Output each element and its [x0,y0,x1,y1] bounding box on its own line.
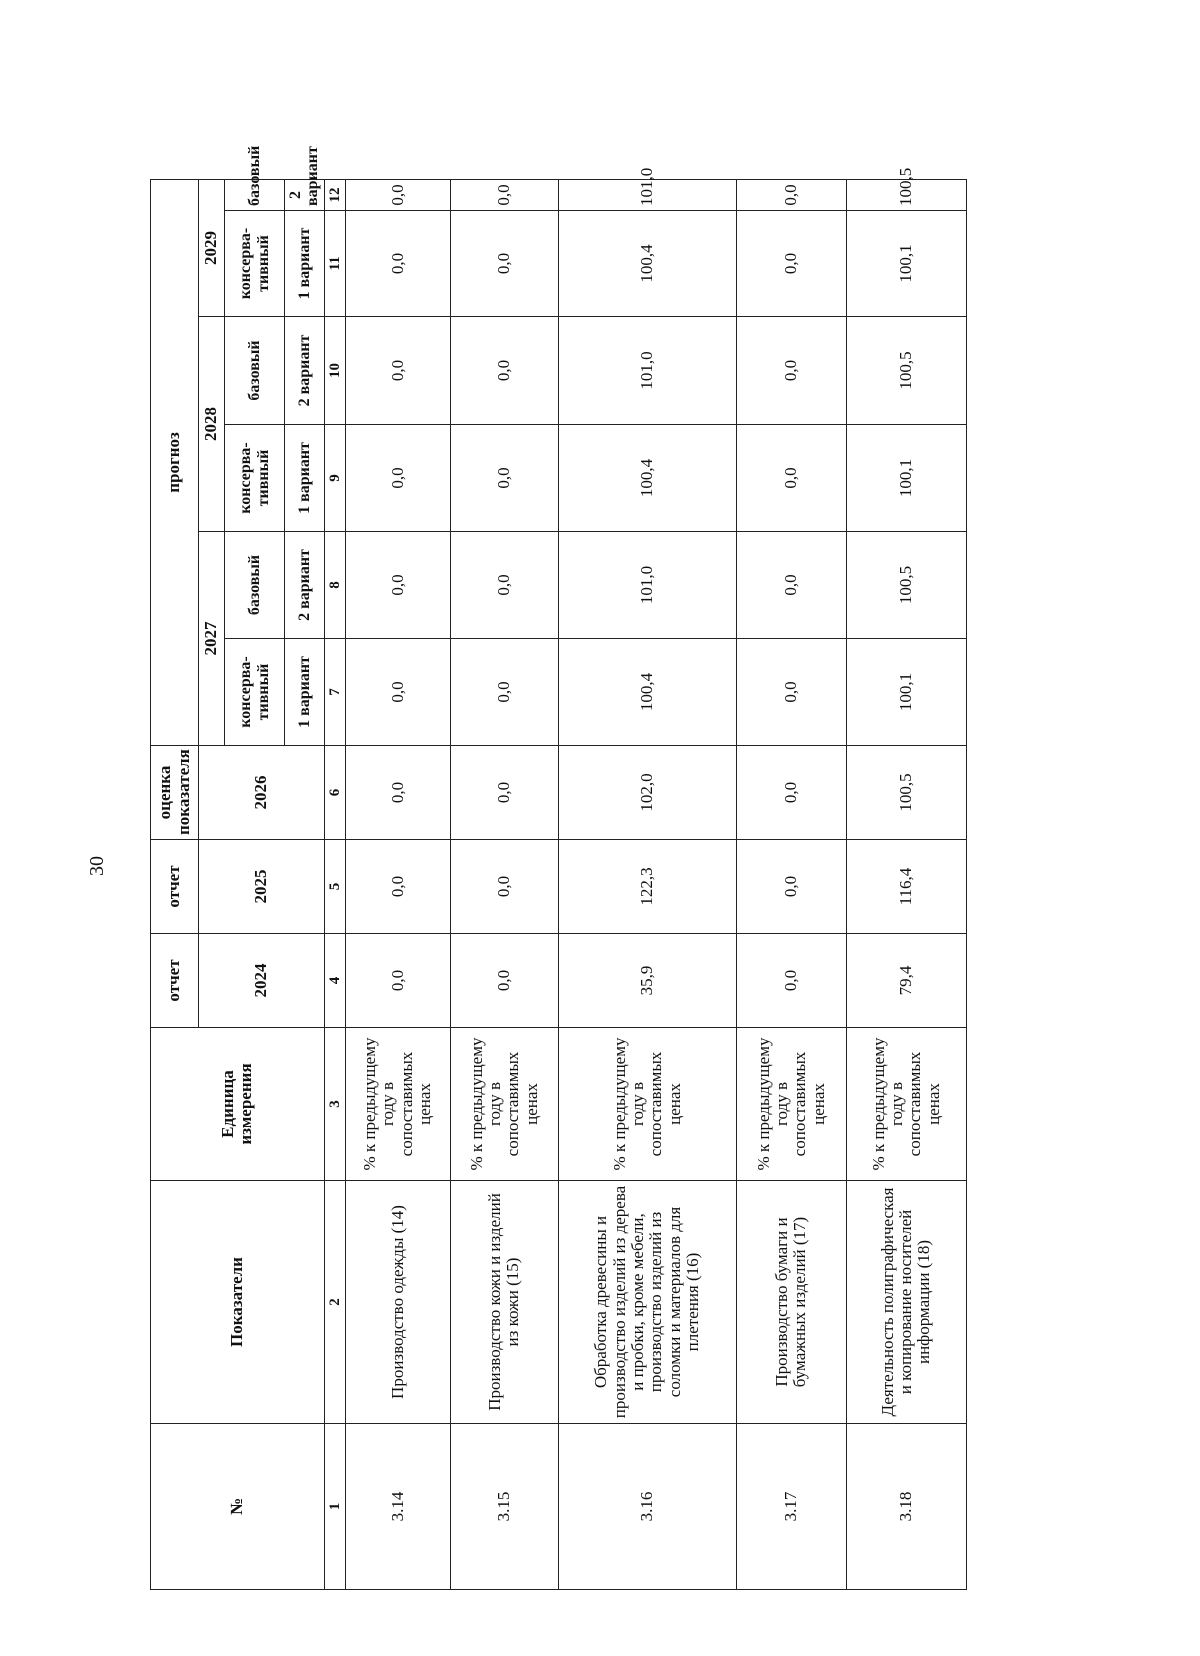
column-number: 9 [324,425,345,532]
header-variant1-2027: 1 вариант [285,639,325,746]
header-conservative-2029: консерва-тивный [225,211,285,317]
forecast-table [150,145,967,1590]
row-value: 0,0 [736,934,846,1028]
page-number: 30 [86,856,108,876]
header-report-2025: отчет [151,840,199,934]
row-value: 0,0 [450,211,558,317]
row-value: 0,0 [736,317,846,425]
column-number: 10 [324,317,345,425]
column-number: 8 [324,532,345,639]
row-indicator: Производство кожи и изделий из кожи (15) [450,1181,558,1424]
row-value: 35,9 [558,934,736,1028]
row-value: 100,5 [846,746,966,840]
row-value: 0,0 [450,934,558,1028]
row-number: 3.18 [846,1424,966,1590]
header-variant2-2028: 2 вариант [285,317,325,425]
row-value: 0,0 [345,934,450,1028]
row-value: 0,0 [736,746,846,840]
row-number: 3.16 [558,1424,736,1590]
row-value: 100,4 [558,211,736,317]
row-value: 0,0 [450,425,558,532]
row-value: 0,0 [450,532,558,639]
row-value: 100,5 [846,317,966,425]
row-value: 122,3 [558,840,736,934]
row-unit: % к предыдущему году в сопоставимых ценах [345,1028,450,1181]
row-number: 3.15 [450,1424,558,1590]
row-value: 0,0 [450,840,558,934]
row-value: 0,0 [345,179,450,210]
row-value: 101,0 [558,179,736,210]
row-value: 100,1 [846,639,966,746]
header-estimate: оценка показателя [151,746,199,840]
column-number: 11 [324,211,345,317]
header-unit: Единица измерения [151,1028,325,1181]
row-value: 100,5 [846,179,966,210]
row-indicator: Производство одежды (14) [345,1181,450,1424]
row-value: 0,0 [736,639,846,746]
header-variant2-2027: 2 вариант [285,532,325,639]
header-year-2027: 2027 [199,532,225,746]
row-unit: % к предыдущему году в сопоставимых ценах [846,1028,966,1181]
table-row [450,179,558,1589]
column-number: 1 [324,1424,345,1590]
row-value: 0,0 [736,179,846,210]
row-value: 100,1 [846,425,966,532]
header-base-2027: базовый [225,532,285,639]
header-year-2024: 2024 [199,934,325,1028]
header-no: № [151,1424,325,1590]
header-conservative-2027: консерва-тивный [225,639,285,746]
column-number: 4 [324,934,345,1028]
column-number: 3 [324,1028,345,1181]
header-year-2028: 2028 [199,317,225,532]
column-number: 2 [324,1181,345,1424]
header-row-1 [151,179,199,1589]
row-value: 0,0 [345,211,450,317]
row-number: 3.14 [345,1424,450,1590]
row-unit: % к предыдущему году в сопоставимых ценах [450,1028,558,1181]
header-conservative-2028: консерва-тивный [225,425,285,532]
table-row [736,179,846,1589]
row-indicator: Производство бумаги и бумажных изделий (17) [736,1181,846,1424]
table-row [345,179,450,1589]
column-number: 6 [324,746,345,840]
header-report-2024: отчет [151,934,199,1028]
header-indicators: Показатели [151,1181,325,1424]
row-value: 100,4 [558,425,736,532]
row-value: 101,0 [558,532,736,639]
row-unit: % к предыдущему году в сопоставимых ценах [558,1028,736,1181]
column-number: 12 [324,179,345,210]
row-value: 102,0 [558,746,736,840]
row-value: 0,0 [450,746,558,840]
header-base-2029: базовый [225,179,285,210]
row-value: 0,0 [450,179,558,210]
row-value: 100,5 [846,532,966,639]
row-value: 0,0 [345,317,450,425]
row-value: 0,0 [736,840,846,934]
row-unit: % к предыдущему году в сопоставимых ценах [736,1028,846,1181]
row-value: 101,0 [558,317,736,425]
rotated-table-container [150,145,965,1590]
row-value: 0,0 [736,425,846,532]
table-row [846,179,966,1589]
header-base-2028: базовый [225,317,285,425]
header-year-2026: 2026 [199,746,325,840]
header-year-2025: 2025 [199,840,325,934]
header-variant2-2029: 2 вариант [285,179,325,210]
header-forecast: прогноз [151,179,199,745]
table-row [558,179,736,1589]
row-value: 0,0 [345,425,450,532]
row-value: 116,4 [846,840,966,934]
row-value: 0,0 [736,532,846,639]
row-value: 0,0 [345,639,450,746]
header-year-2029: 2029 [199,179,225,316]
row-value: 0,0 [345,532,450,639]
row-value: 100,1 [846,211,966,317]
column-number: 7 [324,639,345,746]
row-indicator: Деятельность полиграфическая и копирование носителей информации (18) [846,1181,966,1424]
row-value: 0,0 [345,746,450,840]
row-value: 100,4 [558,639,736,746]
row-indicator: Обработка древесины и производство изделий из дерева и пробки, кроме мебели, производство изделий из соломки и материалов для плетения (16) [558,1181,736,1424]
row-value: 0,0 [450,317,558,425]
row-value: 0,0 [736,211,846,317]
row-number: 3.17 [736,1424,846,1590]
header-variant1-2028: 1 вариант [285,425,325,532]
row-value: 0,0 [345,840,450,934]
column-numbers-row [324,179,345,1589]
row-value: 79,4 [846,934,966,1028]
column-number: 5 [324,840,345,934]
row-value: 0,0 [450,639,558,746]
header-variant1-2029: 1 вариант [285,211,325,317]
